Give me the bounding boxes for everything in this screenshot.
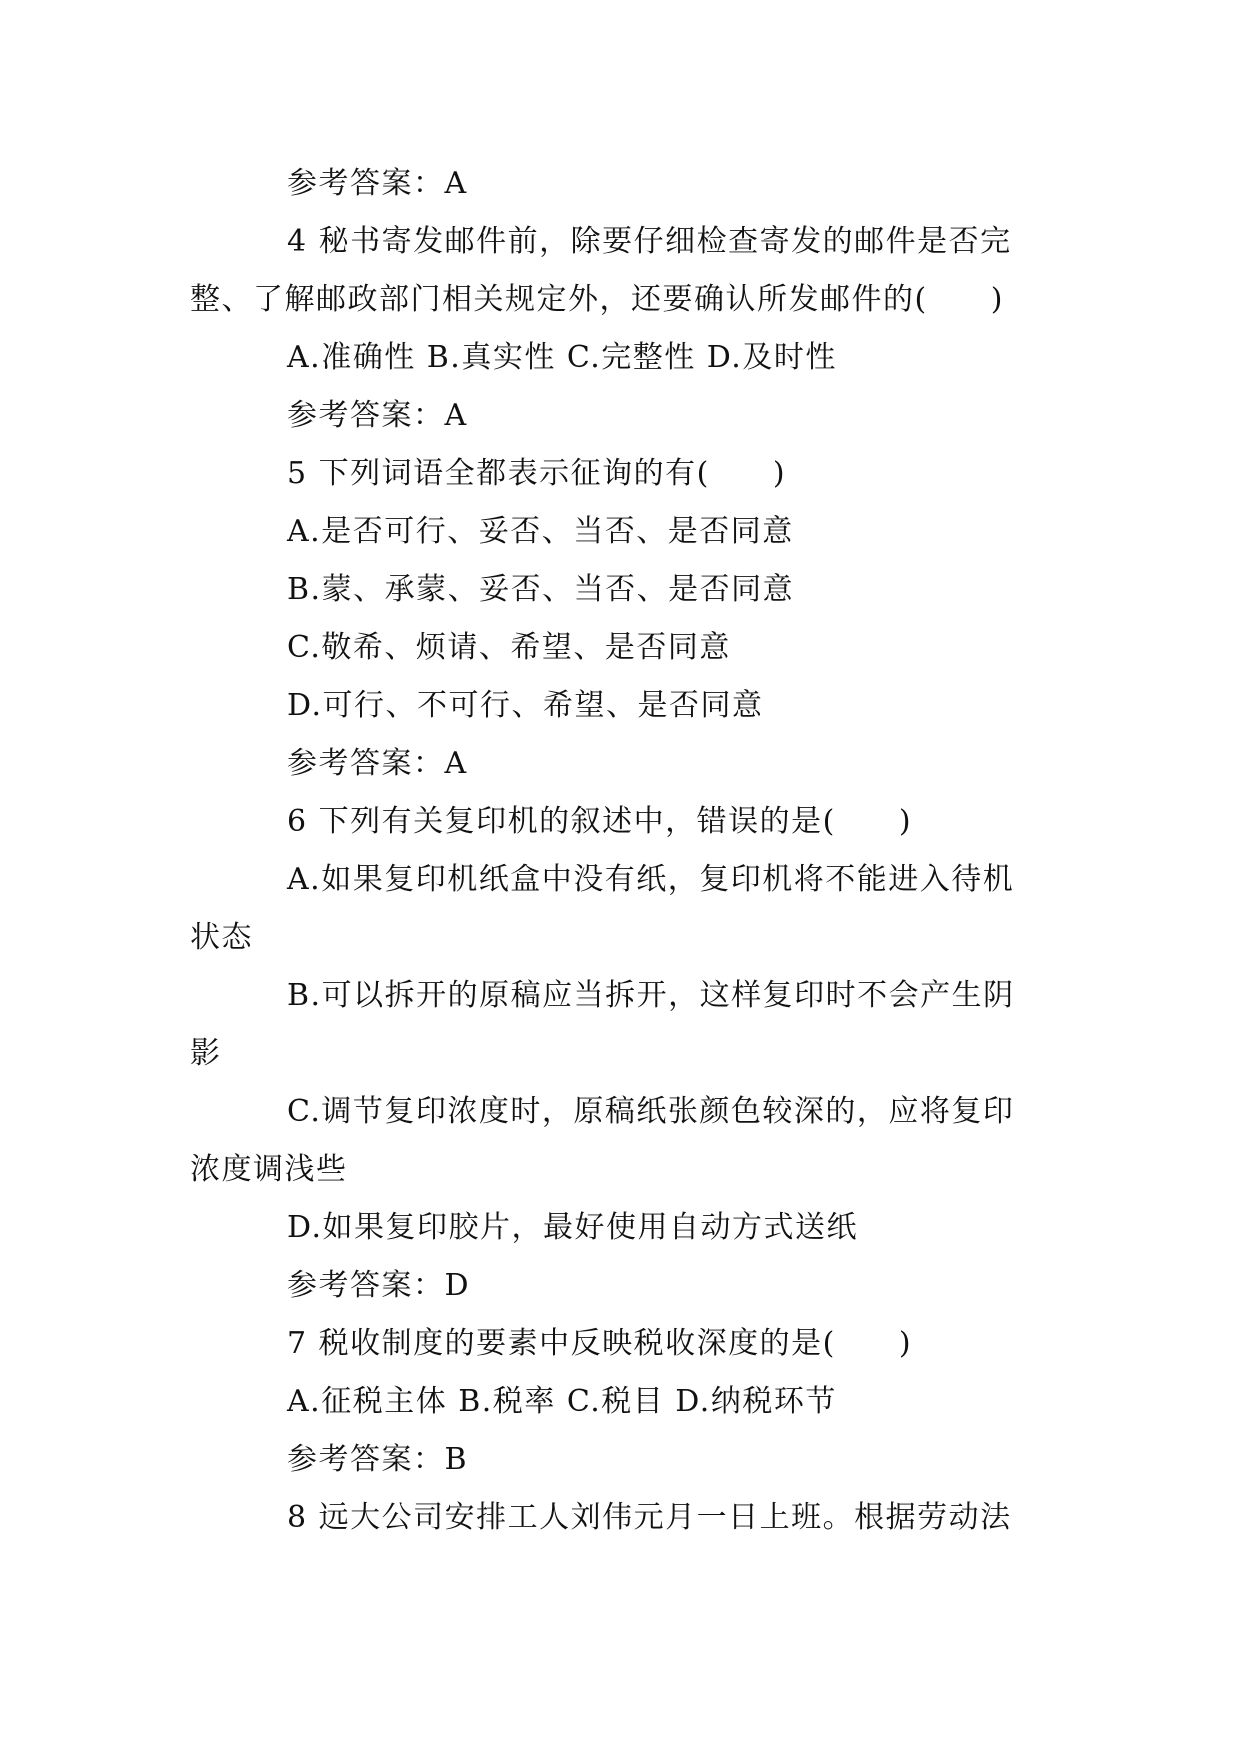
option-line-continuation: 影 bbox=[190, 1036, 222, 1071]
question-line-continuation: 整、了解邮政部门相关规定外，还要确认所发邮件的( ) bbox=[190, 282, 1004, 317]
option-line: A.征税主体 B.税率 C.税目 D.纳税环节 bbox=[287, 1384, 837, 1419]
document-body bbox=[190, 155, 1060, 1547]
option-line: A.如果复印机纸盒中没有纸，复印机将不能进入待机 bbox=[287, 862, 1015, 897]
option-line: A.是否可行、妥否、当否、是否同意 bbox=[287, 514, 794, 549]
question-line: 5 下列词语全都表示征询的有( ) bbox=[287, 456, 787, 491]
question-line: 6 下列有关复印机的叙述中，错误的是( ) bbox=[287, 804, 913, 839]
answer-line: 参考答案：A bbox=[287, 746, 468, 781]
option-line-continuation: 状态 bbox=[190, 920, 253, 955]
option-line: D.如果复印胶片，最好使用自动方式送纸 bbox=[287, 1210, 859, 1245]
answer-line: 参考答案：A bbox=[287, 166, 468, 201]
answer-line: 参考答案：D bbox=[287, 1268, 471, 1303]
option-line: B.可以拆开的原稿应当拆开，这样复印时不会产生阴 bbox=[287, 978, 1015, 1013]
question-line: 8 远大公司安排工人刘伟元月一日上班。根据劳动法 bbox=[287, 1500, 1012, 1535]
option-line: A.准确性 B.真实性 C.完整性 D.及时性 bbox=[287, 340, 837, 375]
option-line-continuation: 浓度调浅些 bbox=[190, 1152, 348, 1187]
answer-line: 参考答案：A bbox=[287, 398, 468, 433]
option-line: C.敬希、烦请、希望、是否同意 bbox=[287, 630, 731, 665]
option-line: D.可行、不可行、希望、是否同意 bbox=[287, 688, 764, 723]
option-line: B.蒙、承蒙、妥否、当否、是否同意 bbox=[287, 572, 795, 607]
option-line: C.调节复印浓度时，原稿纸张颜色较深的，应将复印 bbox=[287, 1094, 1015, 1129]
question-line: 7 税收制度的要素中反映税收深度的是( ) bbox=[287, 1326, 913, 1361]
question-line: 4 秘书寄发邮件前，除要仔细检查寄发的邮件是否完 bbox=[287, 224, 1012, 259]
answer-line: 参考答案：B bbox=[287, 1442, 469, 1477]
